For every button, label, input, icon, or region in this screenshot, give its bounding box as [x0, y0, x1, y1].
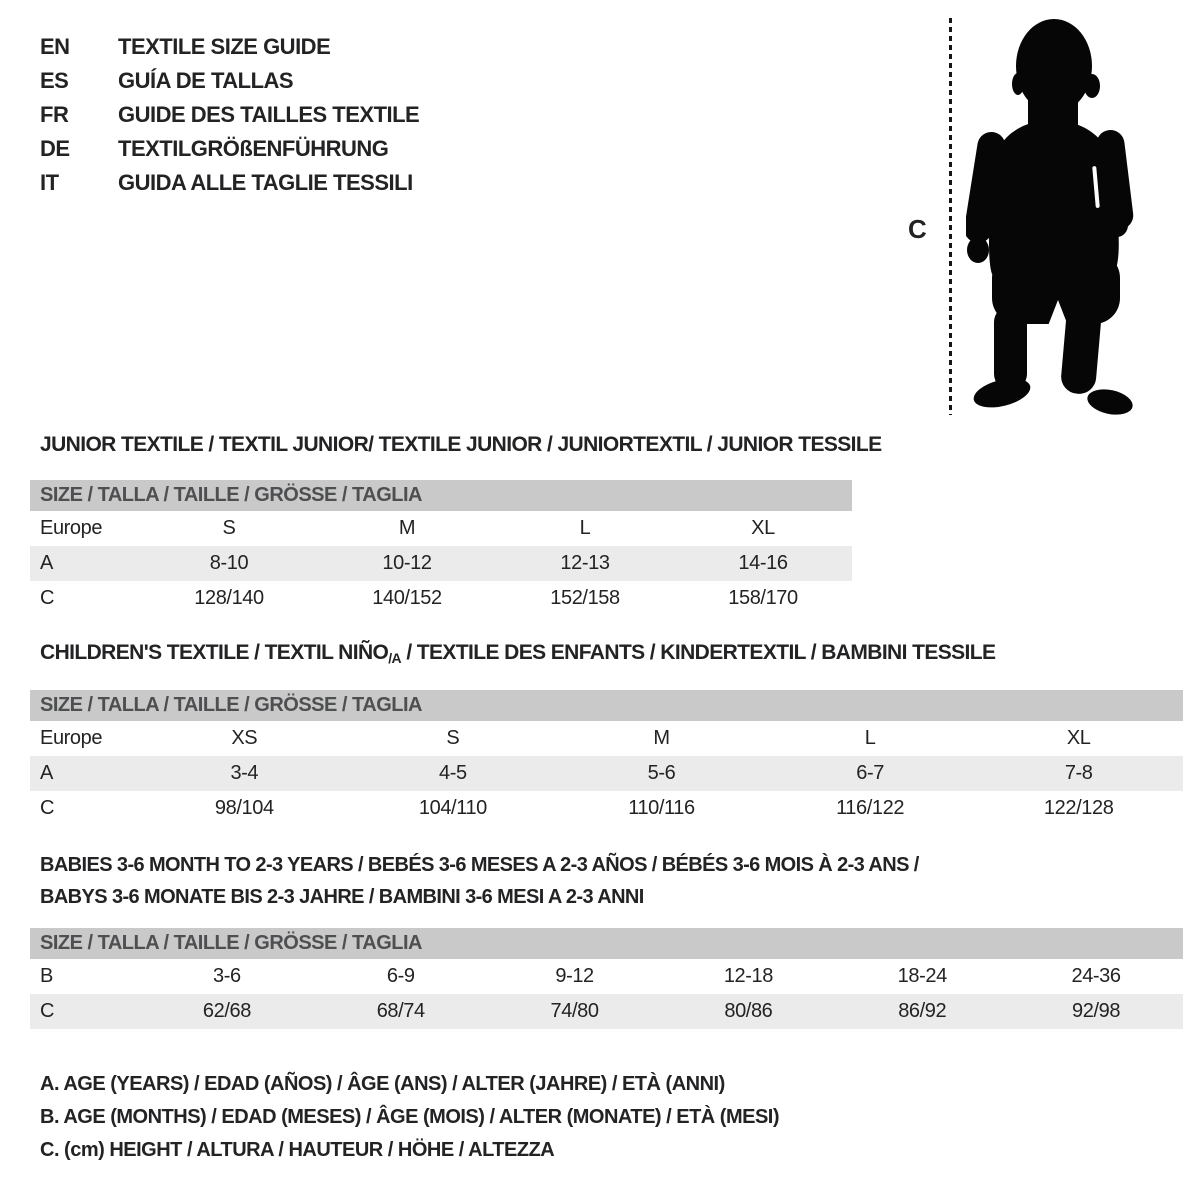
- cell-value: 86/92: [898, 1000, 947, 1022]
- cell-value: 10-12: [382, 552, 432, 574]
- note-b: B. AGE (MONTHS) / EDAD (MESES) / ÂGE (MOIS) / ALTER (MONATE) / ETÀ (MESI): [40, 1106, 780, 1128]
- cell-value: 12-18: [723, 965, 773, 987]
- cell-value: 24-36: [1071, 965, 1121, 987]
- junior-section-heading: JUNIOR TEXTILE / TEXTIL JUNIOR/ TEXTILE JUNIOR / JUNIORTEXTIL / JUNIOR TESSILE: [40, 433, 882, 456]
- cell-value: 5-6: [647, 762, 676, 784]
- cell-value: 116/122: [836, 797, 905, 819]
- table-row: [30, 994, 1183, 1029]
- cell-value: 152/158: [550, 587, 620, 609]
- language-code: ES: [40, 68, 69, 93]
- cell-value: 92/98: [1072, 1000, 1121, 1022]
- cell-value: 122/128: [1043, 797, 1114, 819]
- row-label: Europe: [40, 517, 103, 539]
- cell-value: 9-12: [555, 965, 594, 987]
- cell-value: 18-24: [897, 965, 947, 987]
- cell-value: XL: [1066, 727, 1091, 749]
- cell-value: 3-4: [230, 762, 259, 784]
- language-row: [40, 30, 419, 64]
- cell-value: S: [446, 727, 460, 749]
- language-label: GUIDE DES TAILLES TEXTILE: [118, 102, 420, 127]
- language-code: FR: [40, 102, 69, 127]
- size-header-bar: SIZE / TALLA / TAILLE / GRÖSSE / TAGLIA: [30, 928, 1183, 959]
- size-table-children: [30, 690, 1183, 826]
- children-heading-rest: / TEXTILE DES ENFANTS / KINDERTEXTIL / BAMBINI TESSILE: [401, 641, 996, 664]
- language-row: [40, 166, 419, 200]
- cell-value: 12-13: [560, 552, 610, 574]
- cell-value: 104/110: [418, 797, 487, 819]
- table-row: [30, 791, 1183, 826]
- children-section-heading: [40, 641, 995, 665]
- row-label: C: [40, 587, 55, 609]
- language-row: [40, 132, 419, 166]
- cell-value: 110/116: [628, 797, 695, 819]
- size-header-bar: SIZE / TALLA / TAILLE / GRÖSSE / TAGLIA: [30, 480, 852, 511]
- cell-value: 62/68: [202, 1000, 251, 1022]
- row-label: C: [40, 1000, 55, 1022]
- cell-value: 6-9: [386, 965, 415, 987]
- cell-value: 6-7: [856, 762, 884, 784]
- language-list: [40, 30, 419, 200]
- cell-value: S: [222, 517, 236, 539]
- cell-value: XS: [231, 727, 258, 749]
- cell-value: 3-6: [213, 965, 241, 987]
- cell-value: L: [579, 517, 591, 539]
- language-label: GUIDA ALLE TAGLIE TESSILI: [118, 170, 413, 195]
- language-label: TEXTILGRÖßENFÜHRUNG: [118, 136, 389, 161]
- toddler-silhouette-figure: [966, 14, 1138, 416]
- note-c: C. (cm) HEIGHT / ALTURA / HAUTEUR / HÖHE / ALTEZZA: [40, 1139, 555, 1161]
- row-label: Europe: [40, 727, 103, 749]
- babies-heading-line2: BABYS 3-6 MONATE BIS 2-3 JAHRE / BAMBINI 3-6 MESI A 2-3 ANNI: [40, 886, 644, 908]
- table-row: [30, 756, 1183, 791]
- cell-value: M: [653, 727, 670, 749]
- language-code: IT: [40, 170, 59, 195]
- cell-value: L: [864, 727, 876, 749]
- cell-value: 98/104: [214, 797, 274, 819]
- row-label: A: [40, 552, 53, 574]
- height-measure-dashed-line: [949, 18, 952, 415]
- cell-value: M: [398, 517, 416, 539]
- cell-value: 140/152: [372, 587, 442, 609]
- legend-notes: [40, 1068, 779, 1167]
- note-a: A. AGE (YEARS) / EDAD (AÑOS) / ÂGE (ANS) / ALTER (JAHRE) / ETÀ (ANNI): [40, 1073, 725, 1095]
- size-table-babies: [30, 928, 1183, 1029]
- table-row: [30, 546, 852, 581]
- language-row: [40, 98, 419, 132]
- babies-section-heading: [40, 849, 919, 913]
- cell-value: 7-8: [1064, 762, 1093, 784]
- cell-value: XL: [751, 517, 775, 539]
- cell-value: 4-5: [439, 762, 467, 784]
- cell-value: 74/80: [550, 1000, 599, 1022]
- cell-value: 14-16: [738, 552, 788, 574]
- height-label-c: C: [908, 214, 927, 244]
- cell-value: 68/74: [376, 1000, 425, 1022]
- table-row: [30, 959, 1183, 994]
- cell-value: 8-10: [209, 552, 249, 574]
- language-label: TEXTILE SIZE GUIDE: [118, 34, 331, 59]
- size-table-junior: [30, 480, 852, 616]
- cell-value: 158/170: [728, 587, 798, 609]
- table-row: [30, 581, 852, 616]
- row-label: C: [40, 797, 55, 819]
- table-row: [30, 511, 852, 546]
- language-code: EN: [40, 34, 70, 59]
- language-code: DE: [40, 136, 70, 161]
- table-row: [30, 721, 1183, 756]
- row-label: B: [40, 965, 53, 987]
- nino-a-subscript: /A: [388, 650, 402, 666]
- babies-heading-line1: BABIES 3-6 MONTH TO 2-3 YEARS / BEBÉS 3-6 MESES A 2-3 AÑOS / BÉBÉS 3-6 MOIS À 2-3 ANS /: [40, 854, 919, 876]
- row-label: A: [40, 762, 53, 784]
- children-heading-main: CHILDREN'S TEXTILE / TEXTIL NIÑO: [40, 641, 389, 664]
- language-row: [40, 64, 419, 98]
- language-label: GUÍA DE TALLAS: [118, 68, 294, 93]
- size-header-bar: SIZE / TALLA / TAILLE / GRÖSSE / TAGLIA: [30, 690, 1183, 721]
- cell-value: 80/86: [724, 1000, 773, 1022]
- cell-value: 128/140: [194, 587, 264, 609]
